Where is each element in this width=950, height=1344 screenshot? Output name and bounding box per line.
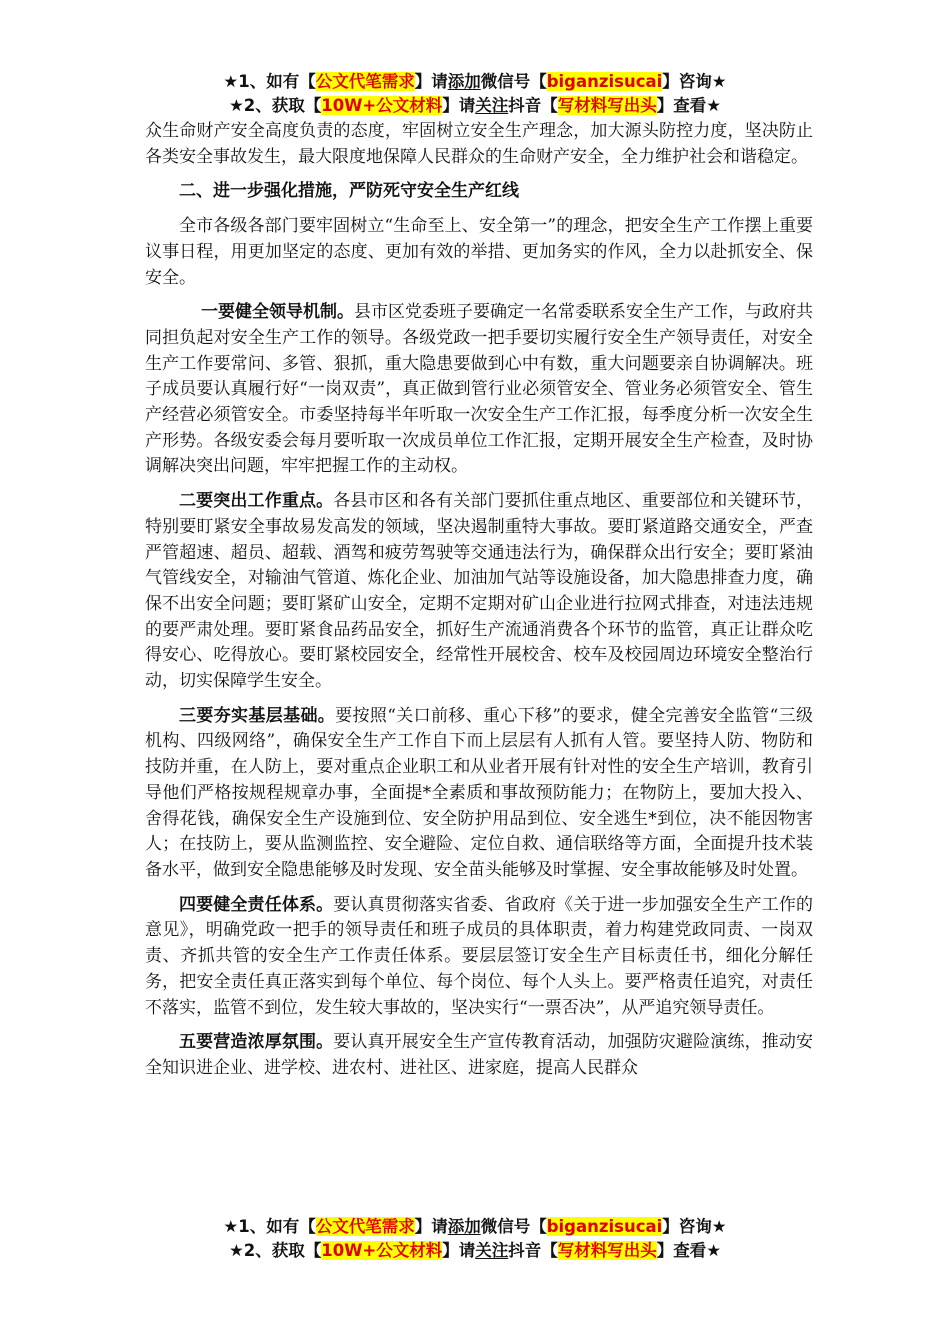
- banner-text: ★2、获取【: [228, 1241, 322, 1260]
- banner-text: 抖音【: [508, 1241, 558, 1260]
- banner-underlined-text: 关注: [475, 96, 509, 115]
- banner-text: 】查看★: [656, 96, 722, 115]
- paragraph-item-5: [145, 1030, 813, 1081]
- highlight-service: 公文代笔需求: [315, 72, 415, 91]
- header-banner: [0, 70, 950, 118]
- highlight-douyin-id: 写材料写出头: [557, 96, 657, 115]
- paragraph-item-4: [145, 893, 813, 1022]
- banner-text: ★1、如有【: [223, 1217, 316, 1236]
- item-text: 要按照“关口前移、重心下移”的要求，健全完善安全监管“三级机构、四级网络”，确保安全生产工作自下而上层层有人抓有人管。要坚持人防、物防和技防并重，在人防上，要对重点企业职工和从业者开展有针对性的安全生产培训，教育引导他们严格按规程规章办事，全面提*全素质和事故预防能力；在物防上，要加大投入、舍得花钱，确保安全生产设施到位、安全防护用品到位、安全逃生*到位，决不能因物害人；在技防上，要从监测监控、安全避险、定位自救、通信联络等方面，全面提升技术装备水平，做到安全隐患能够及时发现、安全苗头能够及时掌握、安全事故能够及时处置。: [145, 705, 814, 880]
- paragraph-item-3: [145, 704, 813, 884]
- banner-text: 抖音【: [508, 96, 558, 115]
- item-text: 要认真贯彻落实省委、省政府《关于进一步加强安全生产工作的意见》，明确党政一把手的领导责任和班子成员的具体职责，着力构建党政同责、一岗双责、齐抓共管的安全生产工作责任体系。要层层签订安全生产目标责任书，细化分解任务，把安全责任真正落实到每个单位、每个岗位、每个人头上。要严格责任追究，对责任不落实，监管不到位，发生较大事故的，坚决实行“一票否决”，从严追究领导责任。: [145, 894, 813, 1018]
- highlight-wechat-id: biganzisucai: [546, 72, 663, 91]
- banner-line-1: [0, 1215, 950, 1239]
- item-lead: 三要夯实基层基础。: [179, 705, 336, 726]
- document-body: [145, 119, 813, 1091]
- banner-underlined-text: 添加: [447, 72, 481, 91]
- item-text: 县市区党委班子要确定一名常委联系安全生产工作，与政府共同担负起对安全生产工作的领导。各级党政一把手要切实履行安全生产领导责任，对安全生产工作要常问、多管、狠抓，重大隐患要做到心中有数，重大问题要亲自协调解决。班子成员要认真履行好“一岗双责”，真正做到管行业必须管安全、管业务必须管安全、管生产经营必须管安全。市委坚持每半年听取一次安全生产工作汇报，每季度分析一次安全生产形势。各级安委会每月要听取一次成员单位工作汇报，定期开展安全生产检查，及时协调解决突出问题，牢牢把握工作的主动权。: [145, 302, 813, 477]
- item-text: 要认真开展安全生产宣传教育活动，加强防灾避险演练，推动安全知识进企业、进学校、进农村、进社区、进家庭，提高人民群众: [145, 1032, 813, 1078]
- item-lead: 五要营造浓厚氛围。: [179, 1032, 334, 1053]
- item-lead: 四要健全责任体系。: [179, 894, 334, 915]
- paragraph-item-1: [145, 300, 813, 480]
- banner-line-2: [0, 94, 950, 118]
- banner-text: 微信号【: [480, 1217, 547, 1236]
- banner-text: 微信号【: [480, 72, 547, 91]
- banner-text: 】请: [414, 1217, 448, 1236]
- paragraph-continuation: 众生命财产安全高度负责的态度，牢固树立安全生产理念，加大源头防控力度，坚决防止各类安全事故发生，最大限度地保障人民群众的生命财产安全，全力维护社会和谐稳定。: [145, 121, 813, 167]
- banner-text: ★2、获取【: [228, 96, 322, 115]
- highlight-materials: 10W+公文材料: [321, 96, 443, 115]
- item-text: 各县市区和各有关部门要抓住重点地区、重要部位和关键环节，特别要盯紧安全事故易发高发的领域，坚决遏制重特大事故。要盯紧道路交通安全，严查严管超速、超员、超载、酒驾和疲劳驾驶等交通违法行为，确保群众出行安全；要盯紧油气管线安全，对输油气管道、炼化企业、加油加气站等设施设备，加大隐患排查力度，确保不出安全问题；要盯紧矿山安全，定期不定期对矿山企业进行拉网式排查，对违法违规的要严肃处理。要盯紧食品药品安全，抓好生产流通消费各个环节的监管，真正让群众吃得安心、吃得放心。要盯紧校园安全，经常性开展校舍、校车及校园周边环境安全整治行动，切实保障学生安全。: [145, 491, 813, 692]
- paragraph-intro: 全市各级各部门要牢固树立“生命至上、安全第一”的理念，把安全生产工作摆上重要议事日程，用更加坚定的态度、更加有效的举措、更加务实的作风，全力以赴抓安全、保安全。: [145, 216, 813, 288]
- highlight-douyin-id: 写材料写出头: [557, 1241, 657, 1260]
- banner-text: 】咨询★: [662, 72, 727, 91]
- banner-text: 】请: [442, 1241, 476, 1260]
- section-heading: 二、进一步强化措施，严防死守安全生产红线: [179, 181, 519, 202]
- highlight-materials: 10W+公文材料: [321, 1241, 443, 1260]
- highlight-wechat-id: biganzisucai: [546, 1217, 663, 1236]
- banner-text: ★1、如有【: [223, 72, 316, 91]
- banner-text: 】请: [414, 72, 448, 91]
- banner-line-1: [0, 70, 950, 94]
- banner-text: 】请: [442, 96, 476, 115]
- item-lead: 二要突出工作重点。: [179, 491, 334, 512]
- banner-line-2: [0, 1239, 950, 1263]
- item-lead: 一要健全领导机制。: [201, 302, 354, 323]
- footer-banner: [0, 1215, 950, 1263]
- banner-underlined-text: 关注: [475, 1241, 509, 1260]
- banner-text: 】咨询★: [662, 1217, 727, 1236]
- banner-underlined-text: 添加: [447, 1217, 481, 1236]
- highlight-service: 公文代笔需求: [315, 1217, 415, 1236]
- banner-text: 】查看★: [656, 1241, 722, 1260]
- paragraph-item-2: [145, 489, 813, 695]
